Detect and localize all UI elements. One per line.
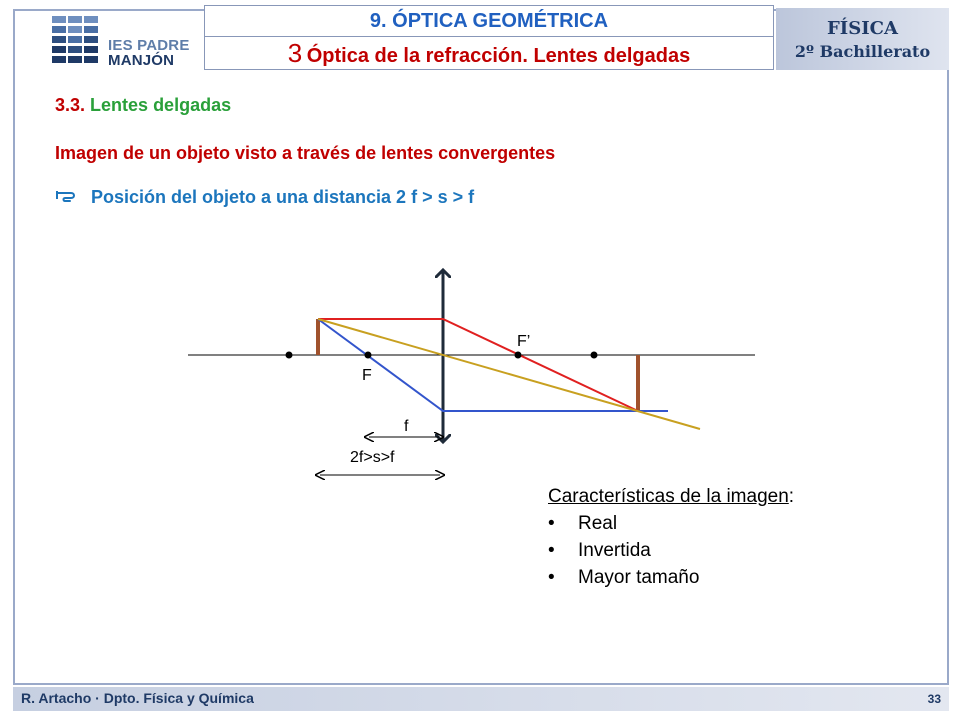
label-focus-prime: F’ [517,333,531,350]
characteristic-text: Mayor tamaño [578,567,700,588]
ray-through-center [318,319,700,429]
point-focus [365,352,372,359]
characteristic-text: Invertida [578,540,651,561]
bullet-dot-icon: • [548,513,555,534]
lesson-number: 3 [287,38,303,68]
bullet-dot-icon: • [548,567,555,588]
point-2f-prime [591,352,598,359]
bullet-text: Posición del objeto a una distancia 2 f > s > f [91,187,475,207]
list-item [548,567,794,589]
page-number: 33 [927,692,941,706]
footer-author: R. Artacho · Dpto. Física y Química [21,690,254,706]
label-range: 2f>s>f [350,449,395,466]
point-2f [286,352,293,359]
characteristics-colon: : [788,486,795,507]
characteristics-title: Características de la imagen [548,486,789,507]
brand-level: 2º Bachillerato [794,42,931,61]
list-item [548,513,794,535]
section-number: 3.3. [55,95,86,115]
logo-line-2: MANJÓN [108,52,175,69]
point-focus-prime [515,352,522,359]
lesson-title: Óptica de la refracción. Lentes delgadas [306,45,691,67]
ray-through-focus [318,319,668,411]
characteristic-text: Real [578,513,618,534]
list-item [548,540,794,562]
logo-line-1: IES PADRE [108,37,190,54]
image-characteristics [548,486,794,589]
unit-title: 9. ÓPTICA GEOMÉTRICA [204,5,774,37]
slide-footer [13,687,949,711]
bullet-dot-icon: • [548,540,555,561]
label-f: f [404,418,409,435]
section-title: Lentes delgadas [90,95,232,115]
slide-subtitle: Imagen de un objeto visto a través de lentes convergentes [55,143,556,163]
brand-subject: FÍSICA [827,18,898,39]
label-focus: F [362,367,372,384]
